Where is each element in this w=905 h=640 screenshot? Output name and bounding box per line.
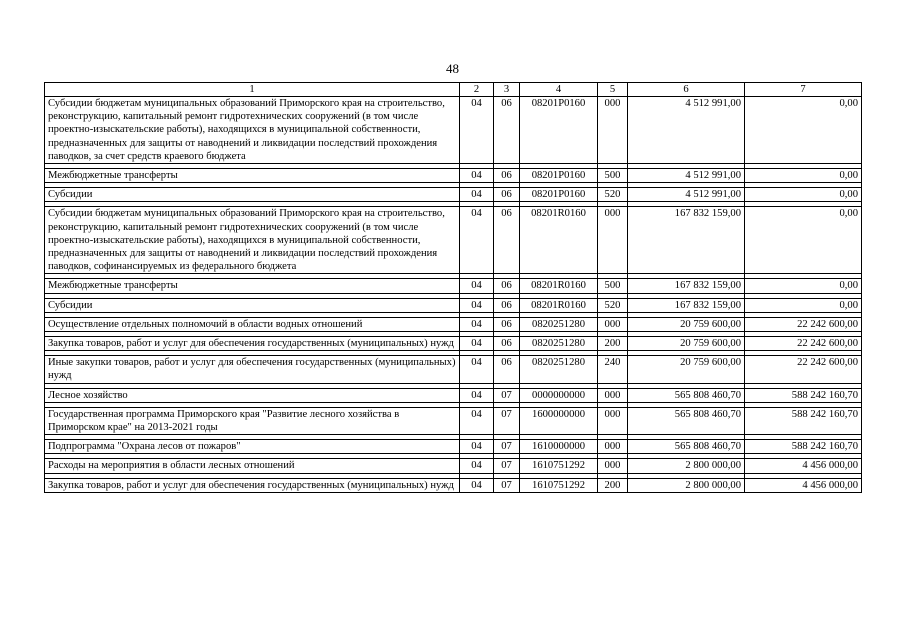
row-code-article: 0820251280 [520,317,598,331]
table-row [45,388,862,402]
table-row [45,317,862,331]
row-code-expense-type: 240 [598,356,628,383]
row-amount-2: 0,00 [745,207,862,274]
row-code-section: 04 [460,298,494,312]
row-amount-1: 4 512 991,00 [628,188,745,202]
row-code-article: 08201R0160 [520,279,598,293]
row-code-article: 1610751292 [520,459,598,473]
row-code-subsection: 06 [494,298,520,312]
row-name: Осуществление отдельных полномочий в области водных отношений [45,317,460,331]
row-amount-2: 588 242 160,70 [745,407,862,434]
row-amount-2: 588 242 160,70 [745,388,862,402]
row-amount-1: 2 800 000,00 [628,478,745,492]
row-code-subsection: 06 [494,337,520,351]
row-name: Государственная программа Приморского края "Развитие лесного хозяйства в Приморском крае" на 2013-2021 годы [45,407,460,434]
row-amount-2: 22 242 600,00 [745,337,862,351]
row-code-article: 1610751292 [520,478,598,492]
row-amount-2: 0,00 [745,298,862,312]
row-name: Межбюджетные трансферты [45,279,460,293]
table-row [45,97,862,164]
table-row [45,407,862,434]
row-code-section: 04 [460,459,494,473]
row-code-subsection: 06 [494,188,520,202]
column-header: 3 [494,83,520,97]
row-code-article: 08201P0160 [520,188,598,202]
row-amount-1: 4 512 991,00 [628,169,745,183]
table-row [45,298,862,312]
column-header: 2 [460,83,494,97]
row-amount-2: 22 242 600,00 [745,356,862,383]
row-code-subsection: 06 [494,317,520,331]
row-code-expense-type: 520 [598,188,628,202]
row-code-section: 04 [460,207,494,274]
row-code-subsection: 06 [494,356,520,383]
row-code-section: 04 [460,388,494,402]
row-amount-1: 20 759 600,00 [628,337,745,351]
row-code-section: 04 [460,440,494,454]
table-row [45,440,862,454]
column-header: 5 [598,83,628,97]
row-code-section: 04 [460,317,494,331]
table-row [45,459,862,473]
row-code-expense-type: 000 [598,317,628,331]
row-name: Расходы на мероприятия в области лесных отношений [45,459,460,473]
row-code-section: 04 [460,337,494,351]
row-amount-2: 0,00 [745,279,862,293]
row-amount-1: 167 832 159,00 [628,298,745,312]
row-code-expense-type: 000 [598,207,628,274]
row-code-article: 0000000000 [520,388,598,402]
row-code-subsection: 07 [494,478,520,492]
table-header-row [45,83,862,97]
row-code-section: 04 [460,169,494,183]
row-name: Субсидии бюджетам муниципальных образований Приморского края на строительство, реконструкцию, капитальный ремонт гидротехнических сооружений (в том числе проектно-изыскательские работы), находящихся в муниципальной собственности, предназначенных для защиты от наводнений и ликвидации последствий прохождения паводков, за счет средств краевого бюджета [45,97,460,164]
row-amount-1: 167 832 159,00 [628,207,745,274]
page-number: 48 [446,61,459,76]
row-code-expense-type: 200 [598,478,628,492]
row-code-section: 04 [460,188,494,202]
row-code-article: 1610000000 [520,440,598,454]
table-row [45,356,862,383]
table-row [45,337,862,351]
row-code-subsection: 06 [494,207,520,274]
row-code-section: 04 [460,407,494,434]
row-code-subsection: 06 [494,279,520,293]
row-code-subsection: 07 [494,407,520,434]
table-row [45,169,862,183]
table-row [45,188,862,202]
row-code-article: 08201P0160 [520,97,598,164]
row-code-article: 08201R0160 [520,207,598,274]
row-code-subsection: 06 [494,97,520,164]
column-header: 6 [628,83,745,97]
table-row [45,478,862,492]
row-code-subsection: 06 [494,169,520,183]
row-name: Закупка товаров, работ и услуг для обеспечения государственных (муниципальных) нужд [45,478,460,492]
row-name: Иные закупки товаров, работ и услуг для обеспечения государственных (муниципальных) нужд [45,356,460,383]
row-name: Лесное хозяйство [45,388,460,402]
row-code-expense-type: 500 [598,279,628,293]
row-amount-2: 4 456 000,00 [745,459,862,473]
table-row [45,279,862,293]
row-amount-2: 0,00 [745,169,862,183]
row-amount-1: 565 808 460,70 [628,440,745,454]
row-amount-1: 565 808 460,70 [628,388,745,402]
row-amount-1: 565 808 460,70 [628,407,745,434]
row-name: Субсидии [45,188,460,202]
row-name: Межбюджетные трансферты [45,169,460,183]
row-code-subsection: 07 [494,459,520,473]
row-amount-2: 0,00 [745,97,862,164]
row-amount-1: 20 759 600,00 [628,356,745,383]
row-name: Субсидии [45,298,460,312]
row-amount-2: 588 242 160,70 [745,440,862,454]
table-row [45,207,862,274]
row-code-article: 08201R0160 [520,298,598,312]
row-code-expense-type: 520 [598,298,628,312]
row-amount-2: 4 456 000,00 [745,478,862,492]
row-code-article: 08201P0160 [520,169,598,183]
row-code-expense-type: 000 [598,97,628,164]
row-code-section: 04 [460,356,494,383]
row-amount-2: 22 242 600,00 [745,317,862,331]
column-header: 1 [45,83,460,97]
row-code-subsection: 07 [494,440,520,454]
row-name: Субсидии бюджетам муниципальных образований Приморского края на строительство, реконструкцию, капитальный ремонт гидротехнических сооружений (в том числе проектно-изыскательские работы), находящихся в муниципальной собственности, предназначенных для защиты от наводнений и ликвидации последствий прохождения паводков, софинансируемых из федерального бюджета [45,207,460,274]
row-code-article: 1600000000 [520,407,598,434]
row-amount-1: 2 800 000,00 [628,459,745,473]
budget-table [44,82,862,493]
row-amount-1: 20 759 600,00 [628,317,745,331]
column-header: 4 [520,83,598,97]
row-code-expense-type: 000 [598,388,628,402]
row-code-article: 0820251280 [520,337,598,351]
row-amount-2: 0,00 [745,188,862,202]
row-amount-1: 4 512 991,00 [628,97,745,164]
row-code-expense-type: 000 [598,440,628,454]
row-code-article: 0820251280 [520,356,598,383]
row-code-section: 04 [460,478,494,492]
row-code-section: 04 [460,279,494,293]
row-code-expense-type: 200 [598,337,628,351]
column-header: 7 [745,83,862,97]
row-code-section: 04 [460,97,494,164]
row-code-expense-type: 000 [598,407,628,434]
table-body [45,97,862,493]
row-amount-1: 167 832 159,00 [628,279,745,293]
row-code-expense-type: 500 [598,169,628,183]
row-name: Подпрограмма "Охрана лесов от пожаров" [45,440,460,454]
row-code-subsection: 07 [494,388,520,402]
row-code-expense-type: 000 [598,459,628,473]
row-name: Закупка товаров, работ и услуг для обеспечения государственных (муниципальных) нужд [45,337,460,351]
